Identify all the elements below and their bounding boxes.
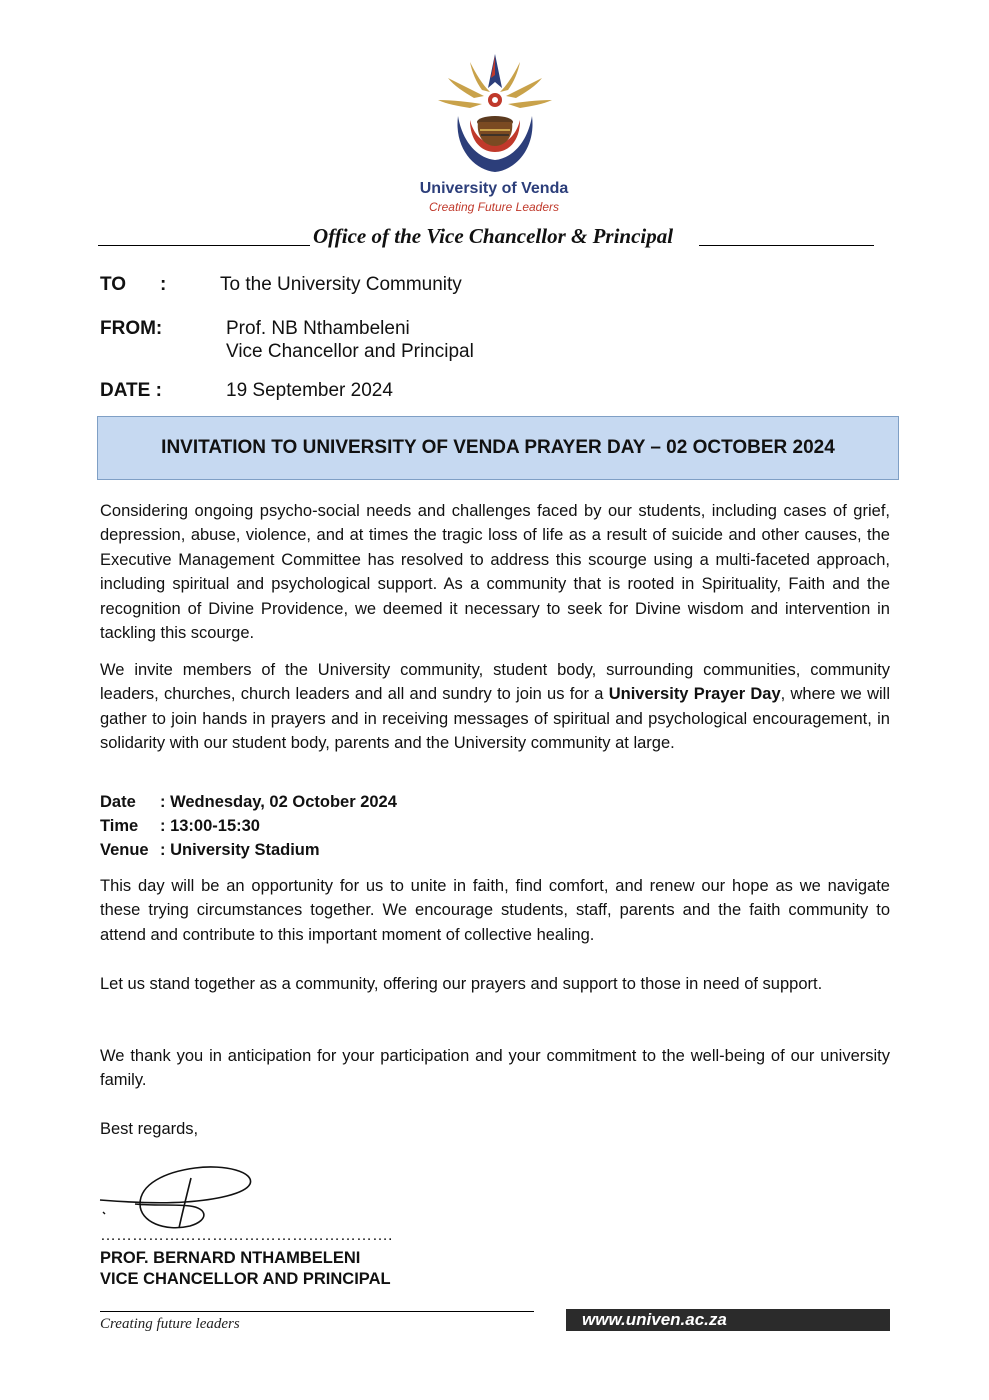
university-logo — [430, 48, 560, 182]
from-label: FROM: — [100, 318, 163, 339]
detail-date-label: Date — [100, 793, 136, 811]
footer-url[interactable]: www.univen.ac.za — [566, 1309, 890, 1331]
to-label: TO — [100, 274, 127, 295]
paragraph-1: Considering ongoing psycho-social needs and challenges faced by our students, including cases of grief, depression, abuse, violence, and at times the tragic loss of life as a result of suicide and other causes, the Executive Management Committee has resolved to address this scourge using a multi-faceted approach, including spiritual and psychological support. As a community that is rooted in Spirituality, Faith and the recognition of Divine Providence, we deemed it necessary to seek for Divine wisdom and intervention in tackling this scourge. — [100, 502, 890, 643]
paragraph-2-end: , where we will gather to join hands in prayers and in receiving messages of spiritual and psychological encouragement, in solidarity with our student body, parents and the University community at large. — [100, 685, 890, 753]
signatory-title: VICE CHANCELLOR AND PRINCIPAL — [100, 1270, 391, 1288]
subject-text: INVITATION TO UNIVERSITY OF VENDA PRAYER DAY – 02 OCTOBER 2024 — [161, 437, 835, 458]
from-title: Vice Chancellor and Principal — [226, 341, 474, 362]
paragraph-2 — [100, 658, 890, 756]
signature-dots: ………………………………………………. — [100, 1227, 393, 1244]
detail-venue-value: : University Stadium — [160, 841, 320, 859]
date-label: DATE : — [100, 380, 162, 401]
paragraph-3: This day will be an opportunity for us to unite in faith, find comfort, and renew our hope as we navigate these trying circumstances together. We encourage students, staff, parents and the faith community to attend and contribute to this important moment of collective healing. — [100, 877, 890, 944]
university-name: University of Venda — [419, 180, 569, 197]
office-line-left — [98, 245, 310, 246]
signatory-name: PROF. BERNARD NTHAMBELENI — [100, 1249, 361, 1267]
detail-date-value: : Wednesday, 02 October 2024 — [160, 793, 397, 811]
subject-box — [97, 416, 899, 480]
paragraph-2-start: We invite members of the University community, student body, surrounding communities, community leaders, churches, church leaders and all and sundry to join us for a — [100, 661, 890, 704]
office-line-right — [699, 245, 874, 246]
paragraph-2-bold: University Prayer Day — [608, 685, 781, 704]
footer-line — [100, 1311, 534, 1312]
closing: Best regards, — [100, 1120, 199, 1138]
date-value: 19 September 2024 — [226, 380, 393, 401]
detail-time — [100, 817, 260, 836]
university-tagline: Creating Future Leaders — [428, 200, 560, 214]
to-value: To the University Community — [220, 274, 462, 295]
footer-tagline: Creating future leaders — [100, 1316, 240, 1332]
office-title: Office of the Vice Chancellor & Principal — [313, 224, 674, 248]
paragraph-4: Let us stand together as a community, offering our prayers and support to those in need of support. — [100, 975, 823, 993]
to-colon: : — [160, 274, 167, 295]
detail-venue — [100, 841, 320, 860]
from-name: Prof. NB Nthambeleni — [226, 318, 410, 339]
paragraph-5: We thank you in anticipation for your participation and your commitment to the well-being of our university family. — [100, 1047, 890, 1090]
detail-venue-label: Venue — [100, 841, 149, 859]
detail-time-value: : 13:00-15:30 — [160, 817, 260, 835]
detail-date — [100, 793, 397, 812]
detail-time-label: Time — [100, 817, 139, 835]
